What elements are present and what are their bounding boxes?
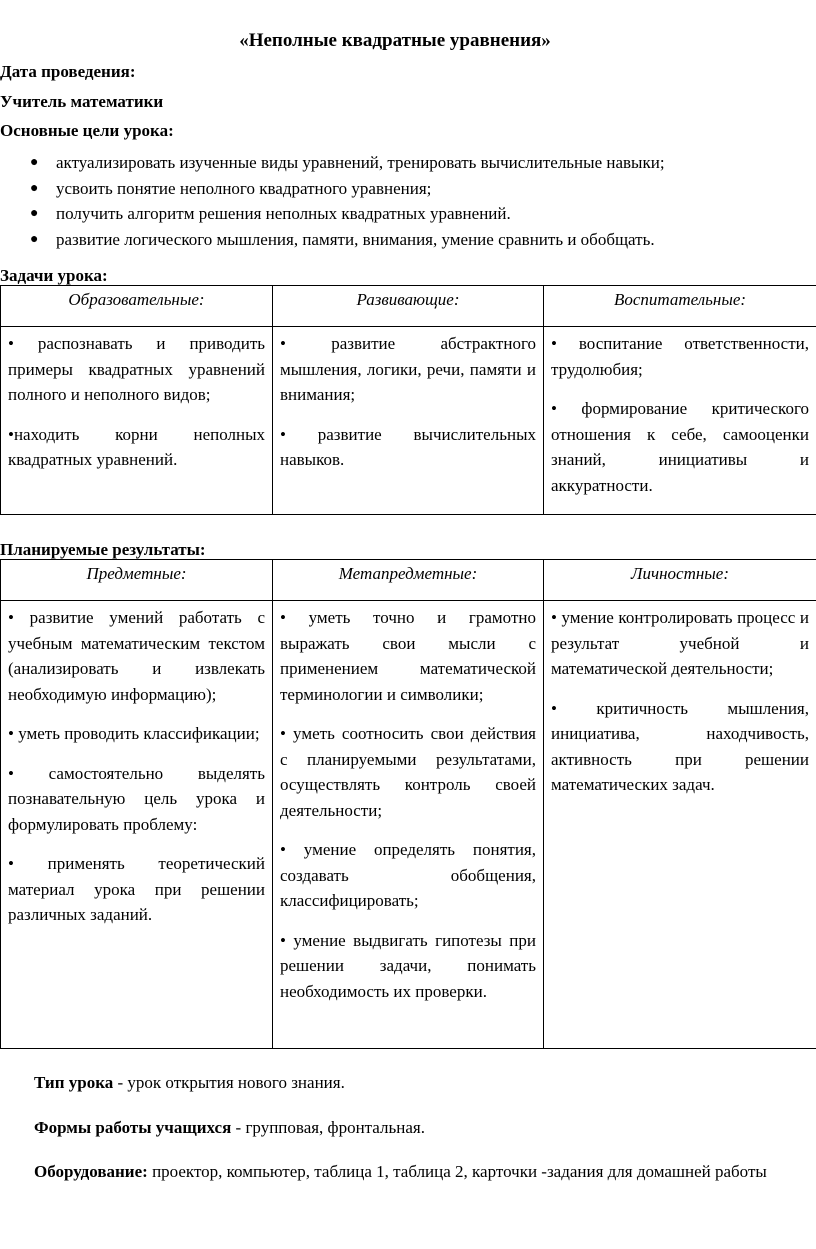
tasks-label: Задачи урока: [0,266,108,285]
list-item: • уметь точно и грамотно выражать свои мысли с применением математической терминологии и символики; [280,608,536,704]
list-item: ● получить алгоритм решения неполных квадратных уравнений. [30,201,800,227]
tasks-header-educational: Образовательные: [1,286,273,327]
equipment [34,1159,809,1184]
bullet-icon: ● [30,155,39,170]
tasks-table [0,285,816,515]
lesson-type-label: Тип урока [34,1073,114,1092]
tasks-header-upbringing: Воспитательные: [544,286,816,327]
list-item: ● развитие логического мышления, памяти, внимания, умение сравнить и обобщать. [30,227,800,253]
list-item: • развитие умений работать с учебным математическим текстом (анализировать и извлекать необходимую информацию); [8,608,265,704]
list-item: •находить корни неполных квадратных уравнений. [8,424,265,469]
results-header-metasubject: Метапредметные: [273,560,544,601]
list-item: • самостоятельно выделять познавательную цель урока и формулировать проблему: [8,763,265,834]
list-item: ● усвоить понятие неполного квадратного уравнения; [30,176,800,202]
results-table [0,559,816,1049]
results-cell-personal [544,601,816,1049]
bullet-icon: ● [30,231,39,247]
goals-list [30,150,800,252]
results-header-subject: Предметные: [1,560,273,601]
list-item: • развитие абстрактного мышления, логики, речи, памяти и внимания; [280,334,536,404]
work-forms-label: Формы работы учащихся [34,1118,232,1137]
lesson-type [34,1070,809,1095]
page-title: «Неполные квадратные уравнения» [239,30,551,51]
list-item: • критичность мышления, инициатива, находчивость, активность при решении математических задач. [551,698,809,794]
list-item: • умение выдвигать гипотезы при решении задачи, понимать необходимость их проверки. [280,930,536,1001]
list-item: • распознавать и приводить примеры квадратных уравнений полного и неполного видов; [8,334,265,404]
teacher-label: Учитель математики [0,92,164,111]
results-cell-metasubject [273,601,544,1049]
results-header-personal: Личностные: [544,560,816,601]
list-item: • применять теоретический материал урока при решении различных заданий. [8,854,265,924]
bullet-icon: ● [30,180,39,196]
results-cell-subject [1,601,273,1049]
bullet-icon: ● [30,206,39,221]
list-item: • развитие вычислительных навыков. [280,424,536,469]
tasks-cell-developmental [273,327,544,515]
list-item: ● актуализировать изученные виды уравнений, тренировать вычислительные навыки; [30,150,800,176]
tasks-cell-upbringing [544,327,816,515]
tasks-cell-educational [1,327,273,515]
work-forms [34,1115,809,1140]
list-item: • умение определять понятия, создавать обобщения, классифицировать; [280,840,536,910]
list-item: • уметь проводить классификации; [8,724,260,743]
date-label: Дата проведения: [0,62,136,81]
list-item: • формирование критического отношения к себе, самооценки знаний, инициативы и аккуратности. [551,399,809,495]
list-item: • умение контролировать процесс и результат учебной и математической деятельности; [551,608,809,678]
equipment-value: проектор, компьютер, таблица 1, таблица 2, карточки -задания для домашней работы [147,1162,767,1181]
lesson-type-value: - урок открытия нового знания. [113,1073,345,1092]
list-item: • уметь соотносить свои действия с планируемыми результатами, осуществлять контроль своей деятельности; [280,724,536,820]
tasks-header-developmental: Развивающие: [273,286,544,327]
results-label: Планируемые результаты: [0,540,206,559]
list-item: • воспитание ответственности, трудолюбия; [551,334,809,379]
equipment-label: Оборудование: [34,1162,148,1181]
work-forms-value: - групповая, фронтальная. [231,1118,425,1137]
goals-label: Основные цели урока: [0,121,174,140]
